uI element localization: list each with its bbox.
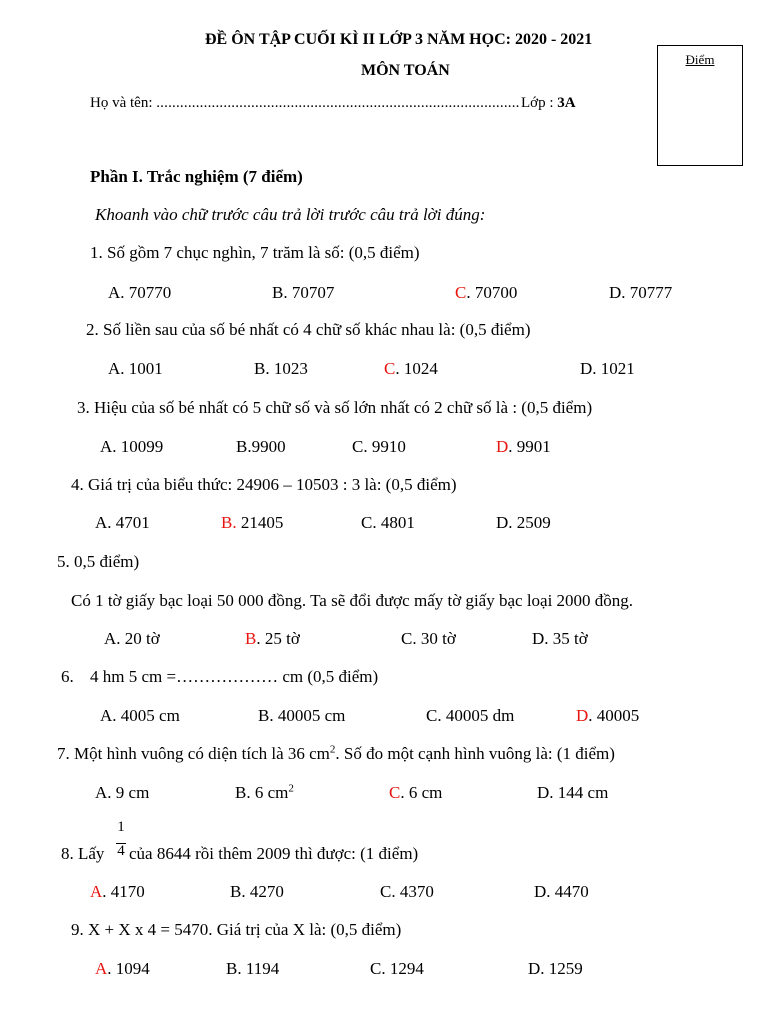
- section-heading: Phần I. Trắc nghiệm (7 điểm): [90, 167, 303, 186]
- question-6-number: 6.: [61, 667, 74, 686]
- q6-option-d[interactable]: D. 40005: [576, 706, 640, 725]
- q3-option-d[interactable]: D. 9901: [496, 437, 551, 456]
- q3-option-b[interactable]: B.9900: [236, 437, 286, 456]
- question-6: 4 hm 5 cm =……………… cm (0,5 điểm): [90, 667, 379, 686]
- q1-option-c[interactable]: C. 70700: [455, 283, 518, 302]
- q7-option-d[interactable]: D. 144 cm: [537, 783, 609, 802]
- q1-option-a[interactable]: A. 70770: [108, 283, 172, 302]
- q2-option-a[interactable]: A. 1001: [108, 359, 163, 378]
- question-2: 2. Số liền sau của số bé nhất có 4 chữ số khác nhau là: (0,5 điểm): [86, 320, 531, 339]
- q1-option-b[interactable]: B. 70707: [272, 283, 335, 302]
- q6-option-b[interactable]: B. 40005 cm: [258, 706, 346, 725]
- class-value: 3A: [557, 95, 576, 111]
- q8-option-a[interactable]: A. 4170: [90, 882, 145, 901]
- name-line: [90, 95, 520, 112]
- fraction-denominator: 4: [117, 843, 125, 859]
- q4-option-a[interactable]: A. 4701: [95, 513, 150, 532]
- q5-option-d[interactable]: D. 35 tờ: [532, 629, 588, 648]
- name-field[interactable]: ............................................................................................: [156, 95, 520, 111]
- question-5: 5. 0,5 điểm): [57, 552, 140, 571]
- question-4: 4. Giá trị của biểu thức: 24906 – 10503 : 3 là: (0,5 điểm): [71, 475, 457, 494]
- q4-option-d[interactable]: D. 2509: [496, 513, 551, 532]
- q2-option-d[interactable]: D. 1021: [580, 359, 635, 378]
- q7-option-a[interactable]: A. 9 cm: [95, 783, 150, 802]
- q9-option-c[interactable]: C. 1294: [370, 959, 424, 978]
- q9-option-b[interactable]: B. 1194: [226, 959, 280, 978]
- q2-option-c[interactable]: C. 1024: [384, 359, 438, 378]
- q5-option-a[interactable]: A. 20 tờ: [104, 629, 160, 648]
- question-7: 7. Một hình vuông có diện tích là 36 $cm^2$. Số đo một cạnh hình vuông là: (1 điểm): [57, 743, 615, 763]
- q8-option-c[interactable]: C. 4370: [380, 882, 434, 901]
- q3-option-a[interactable]: A. 10099: [100, 437, 164, 456]
- q5-option-b[interactable]: B. 25 tờ: [245, 629, 300, 648]
- q9-option-d[interactable]: D. 1259: [528, 959, 583, 978]
- q6-option-c[interactable]: C. 40005 dm: [426, 706, 515, 725]
- q6-option-a[interactable]: A. 4005 cm: [100, 706, 180, 725]
- score-label: Điểm: [685, 52, 715, 67]
- q4-option-b[interactable]: B. 21405: [221, 513, 284, 532]
- question-8: của 8644 rồi thêm 2009 thì được: (1 điểm): [129, 844, 419, 863]
- score-box: [657, 45, 743, 166]
- q8-option-b[interactable]: B. 4270: [230, 882, 284, 901]
- class-label: Lớp :: [521, 95, 554, 111]
- fraction-numerator: 1: [117, 819, 125, 835]
- question-1: 1. Số gồm 7 chục nghìn, 7 trăm là số: (0,5 điểm): [90, 243, 420, 262]
- section-instruction: Khoanh vào chữ trước câu trả lời trước câu trả lời đúng:: [95, 205, 486, 224]
- name-label: Họ và tên:: [90, 95, 153, 111]
- subject-title: MÔN TOÁN: [361, 62, 450, 79]
- q2-option-b[interactable]: B. 1023: [254, 359, 308, 378]
- q5-option-c[interactable]: C. 30 tờ: [401, 629, 456, 648]
- q4-option-c[interactable]: C. 4801: [361, 513, 415, 532]
- question-3: 3. Hiệu của số bé nhất có 5 chữ số và số lớn nhất có 2 chữ số là : (0,5 điểm): [77, 398, 593, 417]
- q7-option-c[interactable]: C. 6 cm: [389, 783, 443, 802]
- question-9: 9. X + X x 4 = 5470. Giá trị của X là: (0,5 điểm): [71, 920, 402, 939]
- question-5-text: Có 1 tờ giấy bạc loại 50 000 đồng. Ta sẽ đổi được mấy tờ giấy bạc loại 2000 đồng.: [71, 591, 634, 610]
- class-line: [521, 95, 576, 112]
- q9-option-a[interactable]: A. 1094: [95, 959, 150, 978]
- question-8-lead: 8. Lấy: [61, 844, 105, 863]
- exam-title: ĐỀ ÔN TẬP CUỐI KÌ II LỚP 3 NĂM HỌC: 2020 - 2021: [205, 31, 593, 48]
- q7-option-b[interactable]: B. 6 $cm^2$: [235, 782, 294, 802]
- q1-option-d[interactable]: D. 70777: [609, 283, 673, 302]
- q8-option-d[interactable]: D. 4470: [534, 882, 589, 901]
- q3-option-c[interactable]: C. 9910: [352, 437, 406, 456]
